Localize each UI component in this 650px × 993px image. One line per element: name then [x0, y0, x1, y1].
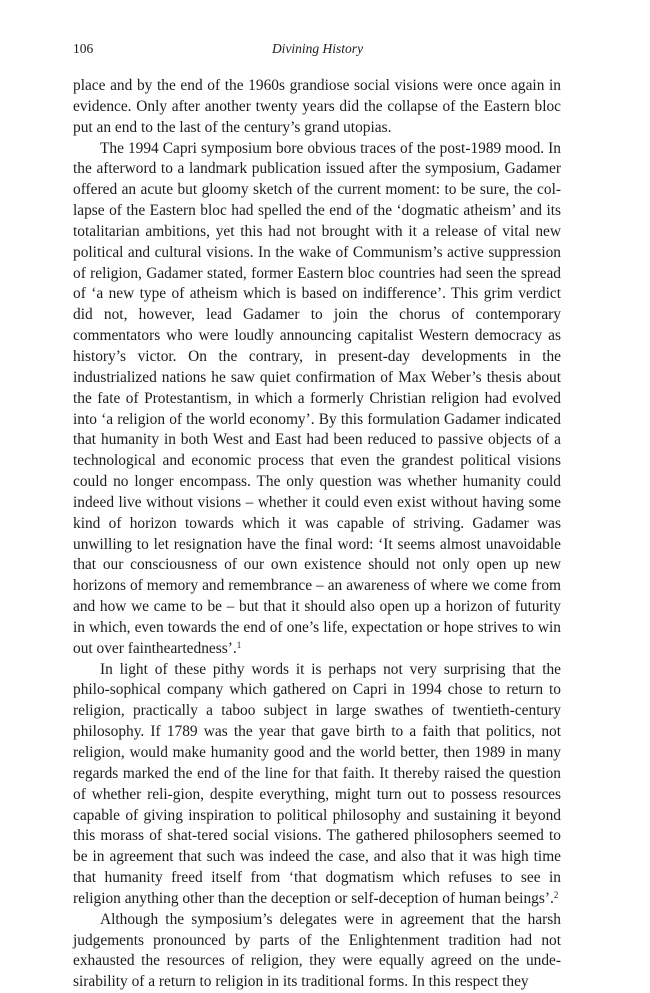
paragraph [73, 910, 561, 993]
running-head [73, 41, 562, 63]
paragraph-text: The 1994 Capri symposium bore obvious traces of the post-1989 mood. In the afterword to a landmark publication issued after the symposium, Gadamer offered an acute but gloomy sketch of the current moment: to be sure, the col-lapse of the Eastern bloc had spelled the end of the ‘dogmatic atheism’ and its totalitarian ambitions, yet this had not brought with it a release of vital new political and cultural visions. In the wake of Communism’s active suppression of religion, Gadamer stated, former Eastern bloc countries had seen the spread of ‘a new type of atheism which is based on indifference’. This grim verdict did not, however, lead Gadamer to join the chorus of contemporary commentators who were loudly announcing capitalist Western democracy as history’s victor. On the contrary, in present-day developments in the industrialized nations he saw quiet confirmation of Max Weber’s thesis about the fate of Protestantism, in which a formerly Christian religion had evolved into ‘a religion of the world economy’. By this formulation Gadamer indicated that humanity in both West and East had been reduced to passive objects of a technological and economic process that even the grandest political visions could no longer encompass. The only question was whether humanity could indeed live without visions – whether it could even exist without having some kind of horizon towards which it was capable of striving. Gadamer was unwilling to let resignation have the final word: ‘It seems almost unavoidable that our consciousness of our own existence should not only open up new horizons of memory and remembrance – an awareness of where we come from and how we came to be – but that it should also open up a horizon of futurity in which, even towards the end of one’s life, expectation or hope strives to win out over faintheartedness’. [73, 139, 561, 657]
body-text [73, 76, 561, 993]
footnote-marker[interactable]: 2 [553, 889, 559, 900]
footnote-marker[interactable]: 1 [236, 639, 242, 650]
book-title: Divining History [271, 41, 364, 56]
paragraph [73, 660, 561, 910]
paragraph-text: Although the symposium’s delegates were in agreement that the harsh judgements pronounced by parts of the Enlightenment tradition had not exhausted the resources of religion, they were equally agreed on the unde-sirability of a return to religion in its traditional forms. In this respect they [73, 910, 561, 991]
paragraph-text: place and by the end of the 1960s grandiose social visions were once again in evidence. Only after another twenty years did the collapse of the Eastern bloc put an end to the last of the century’s grand utopias. [73, 77, 561, 136]
page-number: 106 [73, 41, 94, 56]
paragraph-text: In light of these pithy words it is perhaps not very surprising that the philo-sophical company which gathered on Capri in 1994 chose to return to religion, practically a taboo subject in large swathes of twentieth-century philosophy. If 1789 was the year that gave birth to a faith that politics, not religion, would make humanity good and the world better, then 1989 in many regards marked the end of the line for that faith. It thereby raised the question of whether reli-gion, despite everything, might turn out to possess resources capable of giving inspiration to political philosophy and sustaining it beyond this morass of shat-tered social visions. The gathered philosophers seemed to be in agreement that such was indeed the case, and also that it was high time that humanity freed itself from ‘that dogmatism which refuses to see in religion anything other than the deception or self-deception of human beings’. [73, 660, 561, 907]
paragraph [73, 139, 561, 660]
paragraph-continued [73, 76, 561, 139]
